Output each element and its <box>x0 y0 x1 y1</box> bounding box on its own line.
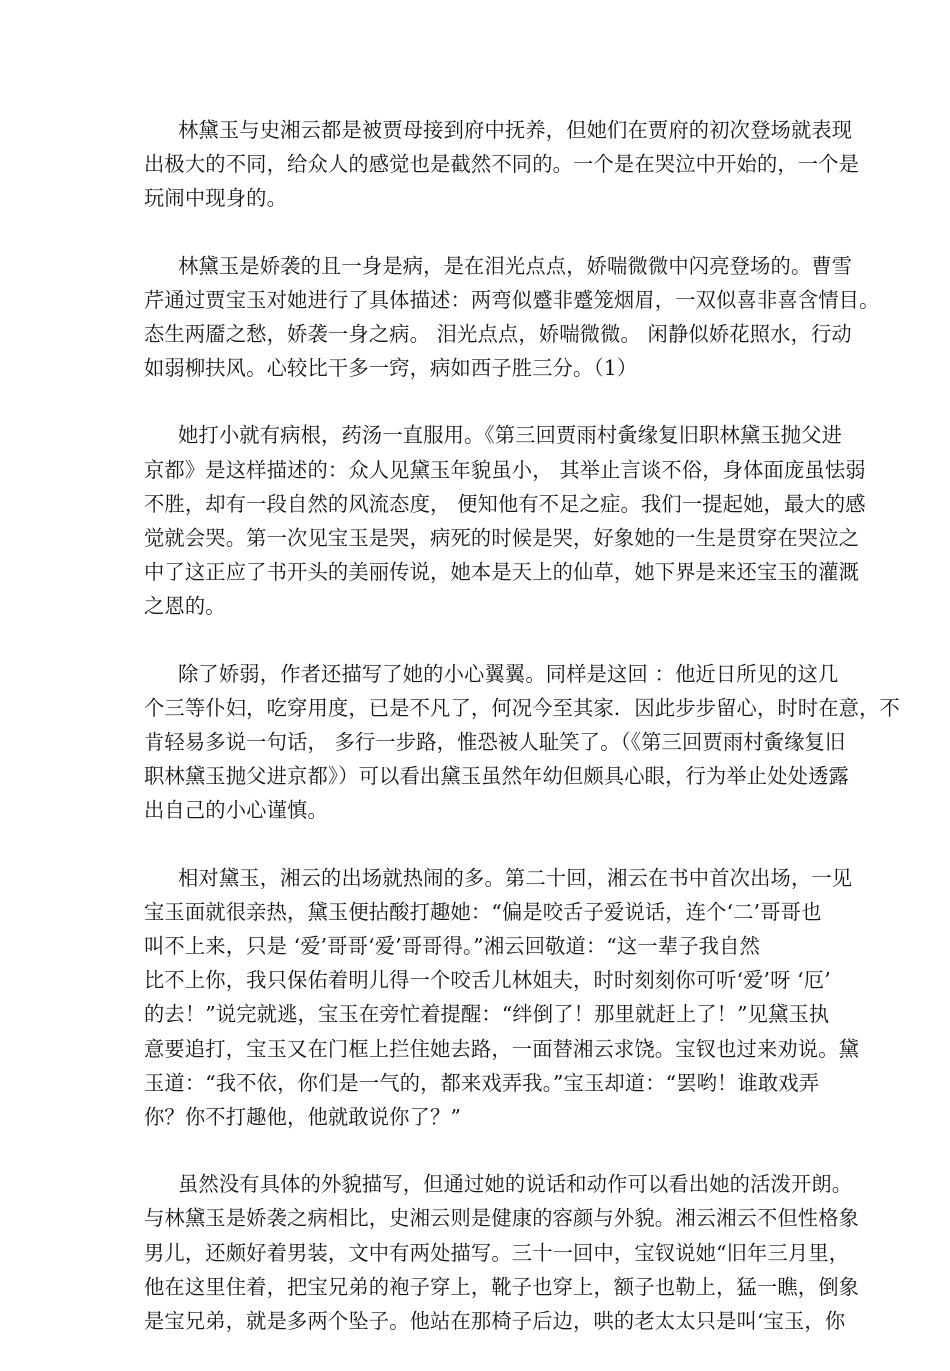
text-line: 之恩的。 <box>144 594 226 619</box>
document-body <box>144 113 900 1371</box>
paragraph-6 <box>144 1167 860 1338</box>
text-line: 叫不上来，只是 ‘爱’哥哥‘爱’哥哥得。”湘云回敬道：“这一辈子我自然 <box>144 934 760 959</box>
text-line: 男儿，还颇好着男装，文中有两处描写。三十一回中，宝钗说她“旧年三月里， <box>144 1240 850 1265</box>
text-line: 态生两靥之愁，娇袭一身之病。 泪光点点，娇喘微微。 闲静似娇花照水，行动 <box>144 322 852 347</box>
text-line: 虽然没有具体的外貌描写，但通过她的说话和动作可以看出她的活泼开朗。 <box>178 1172 853 1197</box>
text-line: 比不上你，我只保佑着明儿得一个咬舌儿林姐夫，时时刻刻你可听‘爱’呀 ‘厄’ <box>144 968 831 993</box>
paragraph-5 <box>144 861 860 1135</box>
text-line: 觉就会哭。第一次见宝玉是哭，病死的时候是哭，好象她的一生是贯穿在哭泣之 <box>144 526 860 551</box>
text-line: 与林黛玉是娇袭之病相比，史湘云则是健康的容颜与外貌。湘云湘云不但性格象 <box>144 1206 860 1231</box>
text-line: 林黛玉是娇袭的且一身是病，是在泪光点点，娇喘微微中闪亮登场的。曹雪 <box>178 253 853 278</box>
text-line: 出自己的小心谨慎。 <box>144 798 328 823</box>
text-line: 除了娇弱，作者还描写了她的小心翼翼。同样是这回 ：他近日所见的这几 <box>178 661 839 686</box>
text-line: 个三等仆妇，吃穿用度，已是不凡了，何况今至其家．因此步步留心，时时在意，不 <box>144 695 900 720</box>
text-line: 林黛玉与史湘云都是被贾母接到府中抚养，但她们在贾府的初次登场就表现 <box>178 118 853 142</box>
text-line: 中了这正应了书开头的美丽传说，她本是天上的仙草，她下界是来还宝玉的灌溉 <box>144 560 860 585</box>
text-line: 芹通过贾宝玉对她进行了具体描述：两弯似蹙非蹙笼烟眉，一双似喜非喜含情目。 <box>144 287 880 312</box>
text-line: 玉道：“我不依，你们是一气的，都来戏弄我。”宝玉却道：“罢哟！谁敢戏弄 <box>144 1070 820 1095</box>
text-line: 肯轻易多说一句话， 多行一步路，惟恐被人耻笑了。（《第三回贾雨村夤缘复旧 <box>144 730 846 755</box>
text-line: 如弱柳扶风。心较比干多一窍，病如西子胜三分。（1） <box>144 356 638 381</box>
text-line: 宝玉面就很亲热，黛玉便拈酸打趣她：“偏是咬舌子爱说话，连个‘二’哥哥也 <box>144 899 822 924</box>
text-line: 玩闹中现身的。 <box>144 186 288 211</box>
text-line: 京都》是这样描述的：众人见黛玉年貌虽小， 其举止言谈不俗，身体面庞虽怯弱 <box>144 457 866 482</box>
text-line: 出极大的不同，给众人的感觉也是截然不同的。一个是在哭泣中开始的，一个是 <box>144 152 860 177</box>
text-line: 相对黛玉，湘云的出场就热闹的多。第二十回，湘云在书中首次出场，一见 <box>178 865 853 890</box>
text-line: 她打小就有病根，药汤一直服用。《第三回贾雨村夤缘复旧职林黛玉抛父进 <box>178 423 843 448</box>
text-line: 你？你不打趣他，他就敢说你了？” <box>144 1105 461 1130</box>
text-line: 的去！”说完就逃，宝玉在旁忙着提醒：“绊倒了！那里就赶上了！”见黛玉执 <box>144 1002 830 1027</box>
text-line: 是宝兄弟，就是多两个坠子。他站在那椅子后边，哄的老太太只是叫‘宝玉，你 <box>144 1309 846 1334</box>
paragraph-1 <box>144 113 860 216</box>
text-line: 意要追打，宝玉又在门框上拦住她去路，一面替湘云求饶。宝钗也过来劝说。黛 <box>144 1036 860 1061</box>
text-line: 不胜，却有一段自然的风流态度， 便知他有不足之症。我们一提起她，最大的感 <box>144 491 866 516</box>
text-line: 职林黛玉抛父进京都》）可以看出黛玉虽然年幼但颇具心眼，行为举止处处透露 <box>144 764 849 789</box>
text-line: 他在这里住着，把宝兄弟的袍子穿上，靴子也穿上，额子也勒上，猛一瞧，倒象 <box>144 1274 860 1299</box>
paragraph-4 <box>144 657 900 828</box>
paragraph-3 <box>144 418 866 623</box>
paragraph-2 <box>144 249 880 386</box>
